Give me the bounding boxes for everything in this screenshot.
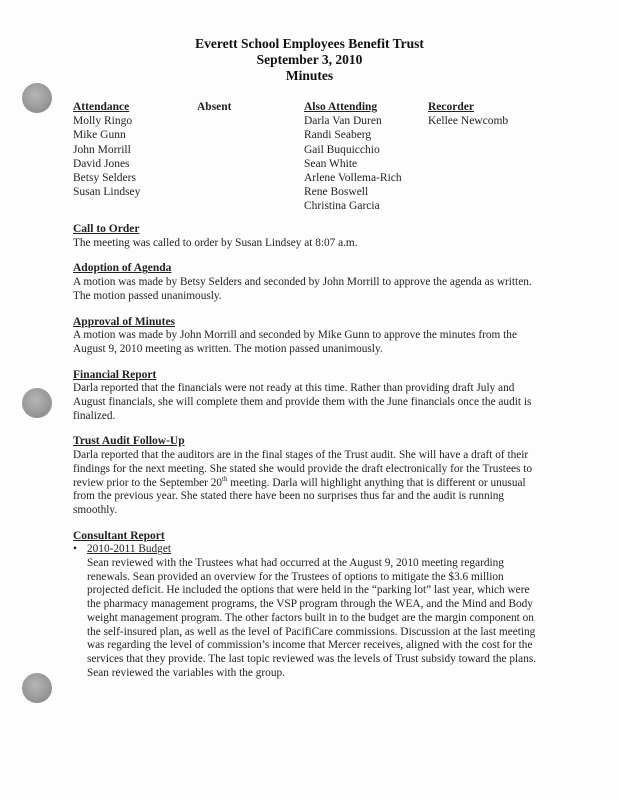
attendee: David Jones bbox=[73, 157, 130, 170]
also-attending-person: Sean White bbox=[304, 157, 358, 170]
section-title: Financial Report bbox=[73, 368, 157, 381]
doc-type: Minutes bbox=[285, 68, 334, 83]
also-attending-person: Randi Seaberg bbox=[304, 129, 372, 142]
body-text-part: meeting. Darla will highlight anything that is different or unusual from the previous year. She stated there have been no surprises thus far and the audit is running smoothly. bbox=[73, 476, 526, 516]
also-attending-heading: Also Attending bbox=[304, 101, 378, 113]
attendee: Molly Ringo bbox=[73, 115, 133, 128]
also-attending-person: Rene Boswell bbox=[304, 186, 369, 199]
section-body bbox=[73, 449, 543, 518]
section-trust-audit bbox=[73, 435, 543, 517]
body-text-part: Darla reported that the auditors are in the final stages of the Trust audit. She will have a draft of their findings for the next meeting. She stated she would provide the draft electronically for the Trustees to review prior to the September 20 bbox=[73, 449, 532, 489]
meeting-date: September 3, 2010 bbox=[256, 52, 363, 67]
section-title: Consultant Report bbox=[73, 529, 165, 542]
binder-hole-middle bbox=[22, 388, 52, 418]
absent-column bbox=[197, 100, 232, 114]
ordinal-suffix: th bbox=[222, 474, 228, 483]
bullet-item bbox=[73, 543, 543, 680]
bullet-body: Sean reviewed with the Trustees what had occurred at the August 9, 2010 meeting regarding renewals. Sean provided an overview for the Trustees of options to mitigate the $3.6 million projected deficit. He included the options that were held in the “parking lot” last year, which were the pharmacy management programs, the VSP program through the WEA, and the Mind and Body weight management program. The other factors built in to the budget are the margin component on the self-insured plan, as well as the level of PacifiCare commissions. Discussion at the last meeting was regarding the level of commission’s income that Mercer receives, aligned with the cost for the services that they provide. The last topic reviewed was the levels of Trust subsidy toward the plans. Sean reviewed the variables with the group. bbox=[87, 557, 537, 679]
binder-hole-top bbox=[22, 83, 52, 113]
bullet-label: 2010-2011 Budget bbox=[87, 543, 171, 556]
recorder-heading: Recorder bbox=[428, 101, 474, 113]
section-title: Call to Order bbox=[73, 223, 140, 235]
attendee: Betsy Selders bbox=[73, 172, 136, 185]
also-attending-person: Christina Garcia bbox=[304, 200, 380, 213]
document-header bbox=[0, 36, 619, 84]
attendee: Susan Lindsey bbox=[73, 186, 141, 199]
also-attending-person: Arlene Vollema-Rich bbox=[304, 172, 402, 185]
attendee: John Morrill bbox=[73, 143, 131, 156]
section-title: Trust Audit Follow-Up bbox=[73, 435, 185, 448]
section-call-to-order bbox=[73, 223, 543, 250]
binder-hole-bottom bbox=[22, 673, 52, 703]
absent-heading: Absent bbox=[197, 101, 232, 113]
attendance-heading: Attendance bbox=[73, 101, 130, 113]
section-title: Approval of Minutes bbox=[73, 315, 176, 328]
section-title: Adoption of Agenda bbox=[73, 262, 172, 275]
section-financial-report bbox=[73, 369, 543, 424]
also-attending-column bbox=[304, 100, 402, 214]
section-body: Darla reported that the financials were not ready at this time. Rather than providing draft July and August financials, she will complete them and provide them with the June financials once the audit is finalized. bbox=[73, 382, 532, 422]
also-attending-person: Gail Buquicchio bbox=[304, 143, 380, 156]
minutes-body bbox=[73, 223, 543, 692]
bullet-icon: • bbox=[73, 543, 77, 556]
attendance-column bbox=[73, 100, 140, 199]
also-attending-person: Darla Van Duren bbox=[304, 115, 382, 128]
section-body: A motion was made by John Morrill and seconded by Mike Gunn to approve the minutes from the August 9, 2010 meeting as written. The motion passed unanimously. bbox=[73, 329, 517, 355]
attendee: Mike Gunn bbox=[73, 129, 126, 142]
section-body: A motion was made by Betsy Selders and seconded by John Morrill to approve the agenda as written. The motion passed unanimously. bbox=[73, 276, 532, 302]
section-consultant-report bbox=[73, 530, 543, 681]
section-adoption-of-agenda bbox=[73, 262, 543, 303]
org-title: Everett School Employees Benefit Trust bbox=[195, 36, 424, 51]
section-body: The meeting was called to order by Susan Lindsey at 8:07 a.m. bbox=[73, 236, 358, 249]
recorder-name: Kellee Newcomb bbox=[428, 115, 509, 128]
recorder-column bbox=[428, 100, 508, 128]
section-approval-of-minutes bbox=[73, 316, 543, 357]
